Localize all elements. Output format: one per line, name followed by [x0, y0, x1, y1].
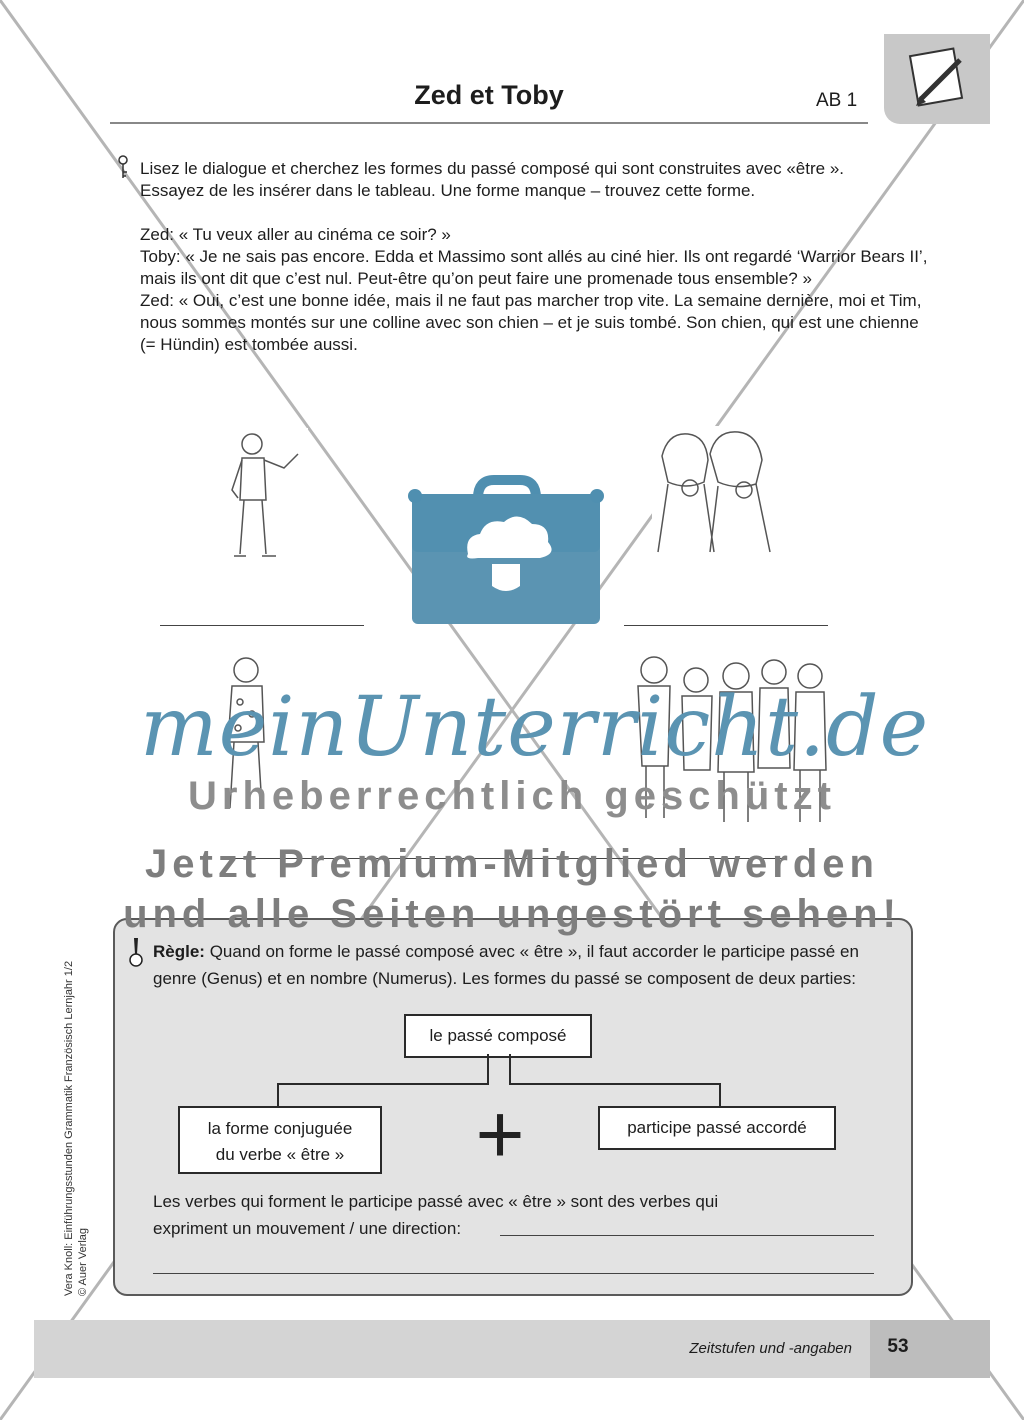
- answer-line: [160, 625, 364, 626]
- watermark-brand: meinUnterricht.de: [140, 680, 930, 775]
- diagram-plus: +: [475, 1087, 525, 1181]
- dialogue: [140, 224, 930, 356]
- sheet-label: AB 1: [816, 90, 858, 111]
- watermark-line-3: und alle Seiten ungestört sehen!: [123, 892, 901, 936]
- page-number: 53: [887, 1336, 909, 1357]
- watermark-line-1: Urheberrechtlich geschützt: [188, 774, 836, 818]
- pencil-note-icon: [884, 34, 990, 124]
- dialogue-line: Toby: « Je ne sais pas encore. Edda et Massimo sont allés au ciné hier. Ils ont regardé ‘Warrior Bears II’, mais ils ont dit que c’est nul. Peut-être qu’on peut faire une promenade tous ensemble? »: [140, 247, 928, 288]
- worksheet-tab: [884, 34, 990, 124]
- watermark-line-2: Jetzt Premium-Mitglied werden: [145, 842, 879, 886]
- credit-line-2: © Auer Verlag: [77, 1227, 89, 1296]
- dialogue-line: Zed: « Tu veux aller au cinéma ce soir? »: [140, 225, 451, 244]
- key-icon: [114, 154, 132, 182]
- verbs-text: [153, 1188, 893, 1242]
- exclamation-icon: [124, 936, 148, 968]
- verbs-line-2: expriment un mouvement / une direction:: [153, 1219, 462, 1238]
- instructions: Lisez le dialogue et cherchez les formes du passé composé qui sont construites avec «être ». Essayez de les insérer dans le tableau. Une forme manque – trouvez cette forme.: [140, 159, 844, 200]
- answer-line: [624, 625, 828, 626]
- dialogue-line: Zed: « Oui, c’est une bonne idée, mais il ne faut pas marcher trop vite. La semaine dernière, moi et Tim, nous sommes montés sur une colline avec son chien – et je suis tombé. Son chien, qui est une chienne (= Hündin) est tombée aussi.: [140, 291, 922, 354]
- rule-label: Règle:: [153, 942, 205, 961]
- rule-text: [153, 938, 893, 992]
- rule-body: Quand on forme le passé composé avec « être », il faut accorder le participe passé en genre (Genus) et en nombre (Numerus). Les formes du passé se composent de deux parties:: [153, 942, 859, 988]
- diagram-left-box: [178, 1106, 382, 1174]
- verbs-line-1: Les verbes qui forment le participe passé avec « être » sont des verbes qui: [153, 1192, 719, 1211]
- title-rule: [110, 122, 868, 124]
- answer-line: [153, 1273, 874, 1274]
- diagram-top-box: le passé composé: [404, 1014, 592, 1058]
- schoolbag-icon: [408, 474, 604, 628]
- page-title: Zed et Toby: [414, 80, 564, 110]
- diagram-right-box: participe passé accordé: [598, 1106, 836, 1150]
- answer-line: [500, 1235, 874, 1236]
- footer-section: Zeitstufen und -angaben: [689, 1340, 852, 1357]
- two-girls-ice-cream-illustration: [652, 426, 778, 556]
- boy-figure-illustration: [222, 428, 308, 562]
- credit-text: [62, 961, 90, 1296]
- credit-line-1: Vera Knoll: Einführungsstunden Grammatik Französisch Lernjahr 1/2: [63, 960, 75, 1296]
- diagram-left-line-1: la forme conjuguée: [207, 1119, 353, 1138]
- diagram-left-line-2: du verbe « être »: [215, 1145, 345, 1164]
